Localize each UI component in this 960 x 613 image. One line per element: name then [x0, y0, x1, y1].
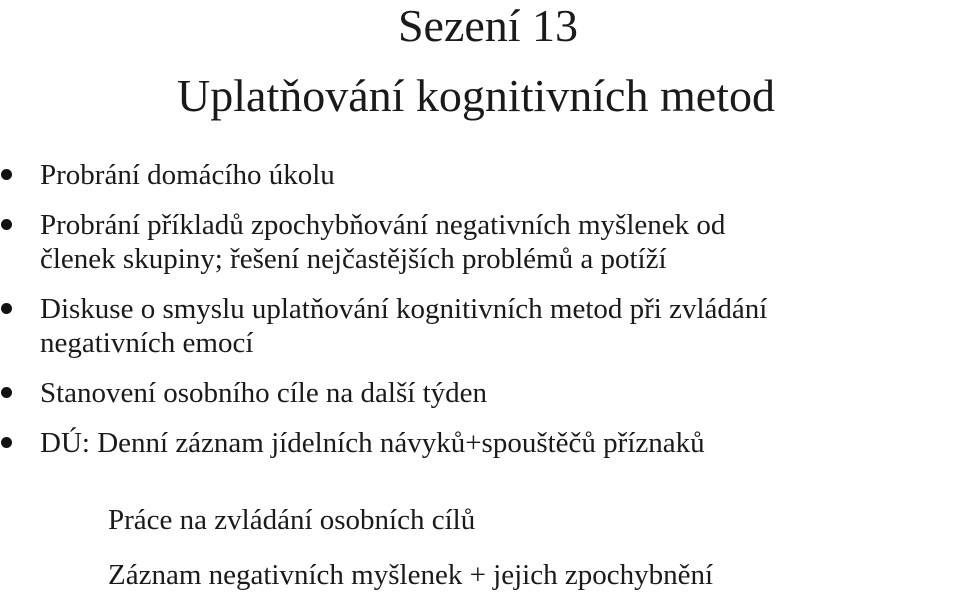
bullet-item — [0, 376, 960, 410]
slide-subtitle: Uplatňování kognitivních metod — [177, 70, 775, 121]
sub-list — [0, 503, 960, 613]
bullet-text: negativních emocí — [40, 327, 254, 359]
slide-title: Sezení 13 — [397, 0, 579, 51]
bullet-item — [0, 426, 960, 460]
bullet-list — [0, 158, 960, 460]
bullet-dot-icon — [1, 303, 12, 314]
bullet-text: DÚ: Denní záznam jídelních návyků+spouštěčů příznaků — [40, 427, 705, 459]
bullet-dot-icon — [1, 437, 12, 448]
bullet-item — [0, 292, 960, 360]
bullet-text: Probrání domácího úkolu — [40, 159, 335, 191]
bullet-item — [0, 208, 960, 276]
bullet-text: Diskuse o smyslu uplatňování kognitivních metod při zvládání — [40, 293, 768, 325]
bullet-text: členek skupiny; řešení nejčastějších problémů a potíží — [40, 243, 667, 275]
bullet-dot-icon — [1, 169, 12, 180]
bullet-text: Probrání příkladů zpochybňování negativních myšlenek od — [40, 209, 726, 241]
sub-item: Práce na zvládání osobních cílů — [108, 504, 476, 536]
sub-item: Záznam negativních myšlenek + jejich zpochybnění — [108, 559, 714, 591]
bullet-text: Stanovení osobního cíle na další týden — [40, 377, 488, 409]
bullet-item — [0, 158, 960, 192]
bullet-dot-icon — [1, 219, 12, 230]
bullet-dot-icon — [1, 387, 12, 398]
